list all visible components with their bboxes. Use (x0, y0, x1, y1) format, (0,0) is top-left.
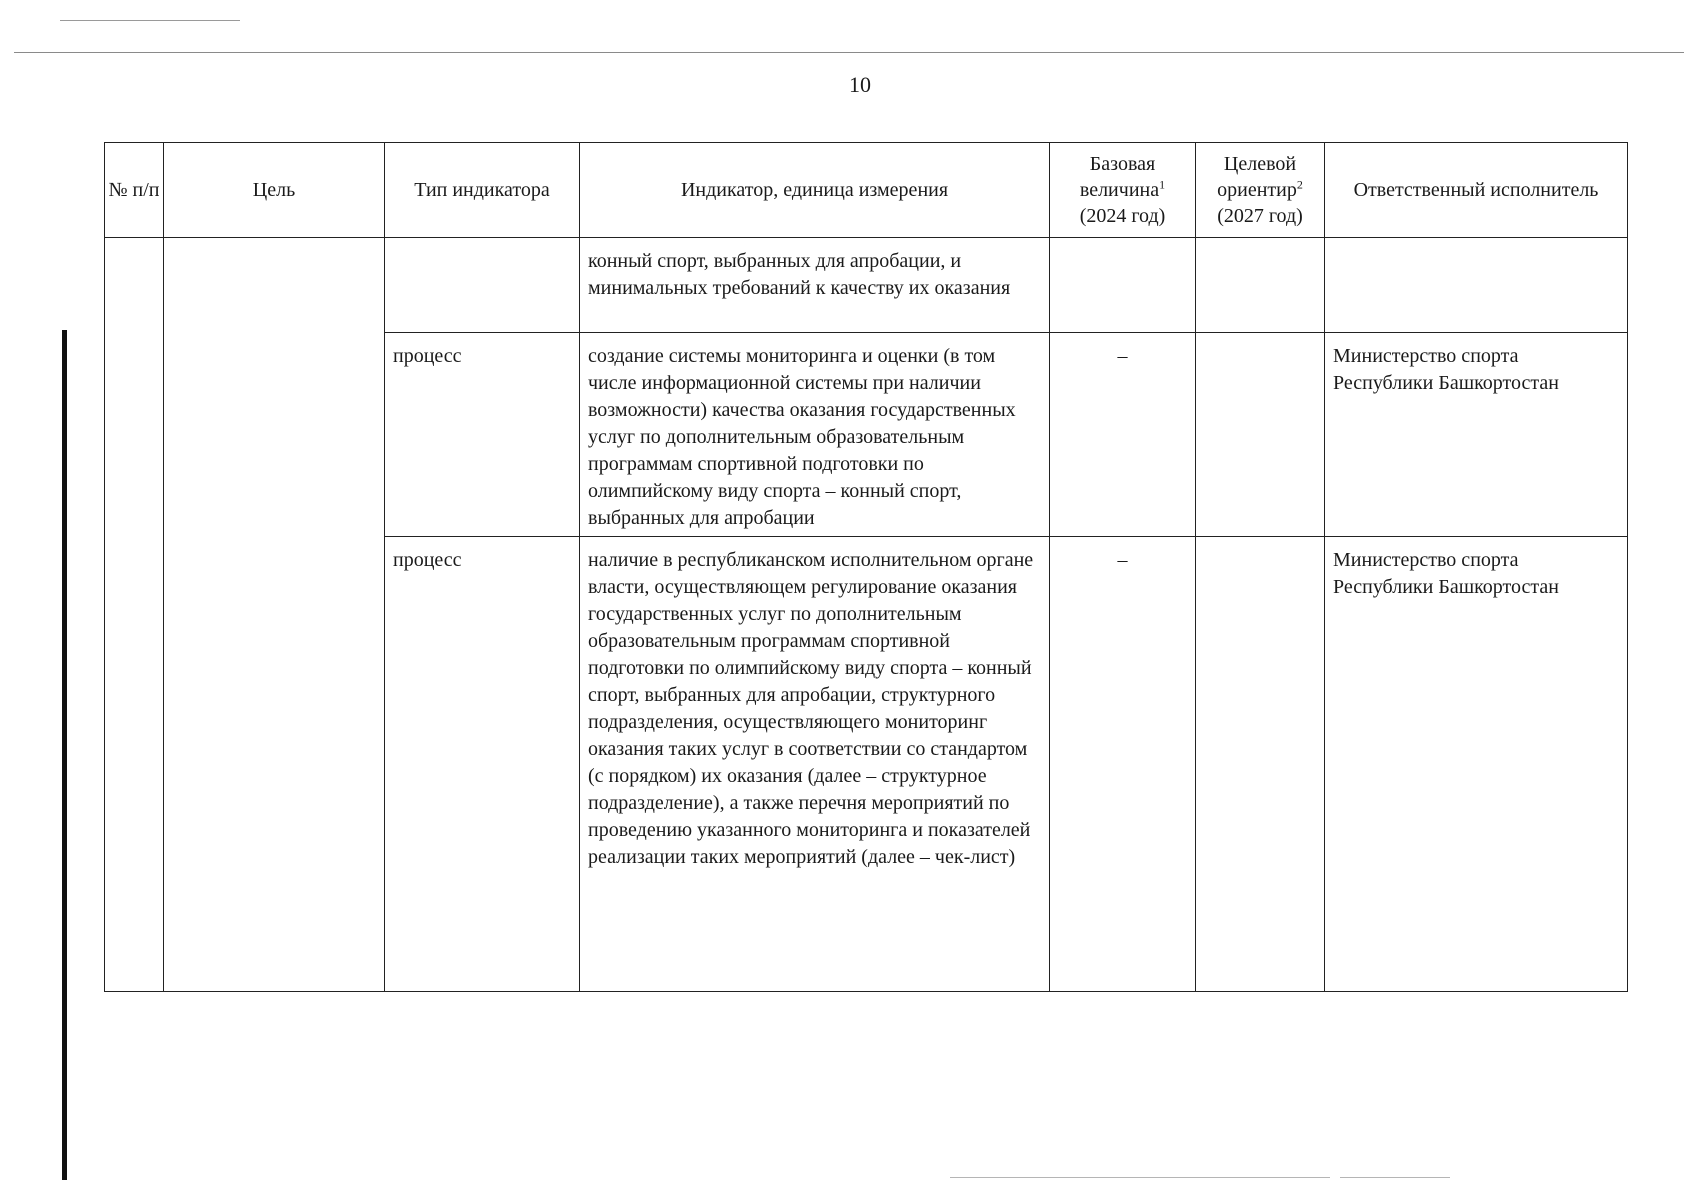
table-row (105, 238, 1628, 333)
indicator-cell (580, 238, 1050, 333)
header-indicator: Индикатор, единица измерения (580, 143, 1050, 238)
header-indicator-type: Тип индикатора (385, 143, 580, 238)
num-cell (105, 238, 164, 992)
target-cell (1196, 238, 1325, 333)
target-value (1196, 333, 1324, 343)
type-value: процесс (393, 549, 462, 571)
target-value (1196, 238, 1324, 248)
header-target-line1: Целевой (1223, 153, 1297, 175)
indicator-value: создание системы мониторинга и оценки (в том числе информационной системы при наличии возможности) качества оказания государственных услуг по дополнительным образовательным программам спортивной подготовки по олимпийскому виду спорта – конный спорт, выбранных для апробации (588, 345, 1016, 529)
target-value (1196, 537, 1324, 547)
indicator-value: наличие в республиканском исполнительном органе власти, осуществляющем регулирование оказания государственных услуг по дополнительным образовательным программам спортивной подготовки по олимпийскому виду спорта – конный спорт, выбранных для апробации, структурного подразделения, осуществляющего мониторинг оказания таких услуг в соответствии со стандартом (с порядком) их оказания (далее – структурное подразделение), а также перечня мероприятий по проведению указанного мониторинга и показателей реализации таких мероприятий (далее – чек-лист) (588, 549, 1034, 868)
indicator-cell (580, 537, 1050, 992)
responsible-value: Министерство спорта Республики Башкортостан (1333, 549, 1559, 598)
indicator-value: конный спорт, выбранных для апробации, и минимальных требований к качеству их оказания (588, 250, 1011, 299)
scan-artifact-bar (62, 330, 67, 1180)
responsible-cell (1325, 333, 1628, 537)
base-cell (1050, 238, 1196, 333)
header-goal: Цель (164, 143, 385, 238)
responsible-cell (1325, 238, 1628, 333)
scan-artifact-line (1340, 1177, 1450, 1178)
base-cell (1050, 537, 1196, 992)
scan-artifact-line (14, 52, 1684, 53)
header-base-value-line1: Базовая (1089, 153, 1156, 175)
header-responsible: Ответственный исполнитель (1325, 143, 1628, 238)
target-cell (1196, 537, 1325, 992)
type-value (385, 238, 579, 248)
header-num: № п/п (105, 143, 164, 238)
scan-artifact-line (950, 1177, 1330, 1178)
footnote-marker: 2 (1296, 177, 1303, 192)
responsible-value: Министерство спорта Республики Башкортостан (1333, 345, 1559, 394)
header-target (1196, 143, 1325, 238)
base-cell (1050, 333, 1196, 537)
base-value (1050, 238, 1195, 248)
indicator-cell (580, 333, 1050, 537)
responsible-cell (1325, 537, 1628, 992)
type-cell (385, 537, 580, 992)
page-number: 10 (849, 72, 871, 97)
indicators-table (104, 142, 1627, 992)
base-value: – (1117, 345, 1128, 367)
header-target-line3: (2027 год) (1217, 205, 1303, 227)
base-value: – (1117, 549, 1128, 571)
goal-cell (164, 238, 385, 992)
scan-artifact-line (60, 20, 240, 21)
type-cell (385, 238, 580, 333)
footnote-marker: 1 (1159, 177, 1166, 192)
header-base-value-line3: (2024 год) (1079, 205, 1166, 227)
header-target-line2: ориентир (1217, 179, 1297, 201)
target-cell (1196, 333, 1325, 537)
responsible-value (1325, 238, 1627, 248)
type-value: процесс (393, 345, 462, 367)
type-cell (385, 333, 580, 537)
header-base-value (1050, 143, 1196, 238)
header-base-value-line2: величина (1079, 179, 1160, 201)
table-header-row (105, 143, 1628, 238)
